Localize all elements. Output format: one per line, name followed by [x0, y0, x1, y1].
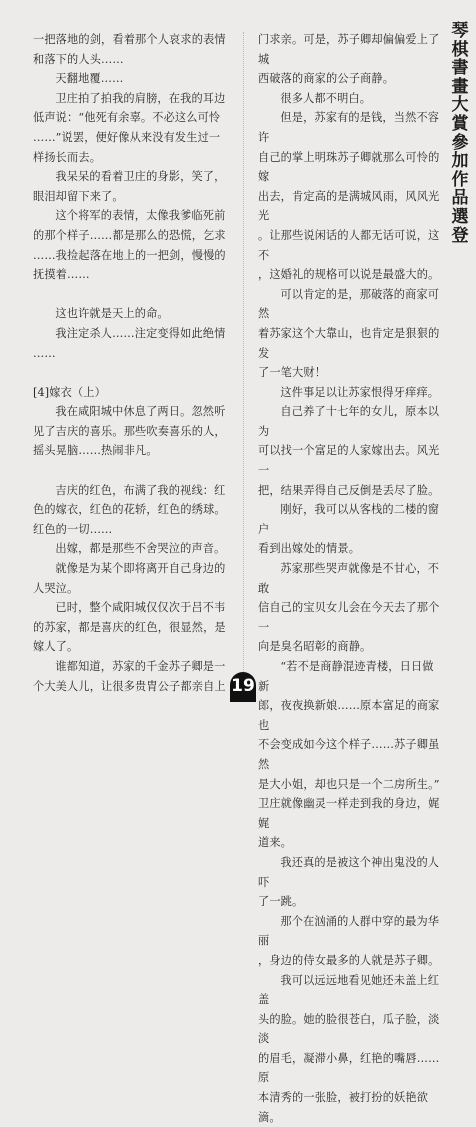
text-line: “若不是商静混迹青楼，日日做新: [258, 660, 434, 693]
text-line: 很多人都不明白。: [280, 91, 372, 105]
text-line: 信自己的宝贝女儿会在今天去了那个一: [258, 601, 440, 634]
text-line: 可以肯定的是，那破落的商家可然: [258, 287, 440, 321]
text-line: 刚好，我可以从客栈的二楼的窗户: [258, 503, 440, 536]
text-line: 我注定杀人……注定变得如此绝情: [55, 326, 226, 340]
text-line: 。让那些说闲话的人都无话可说，这不: [258, 228, 440, 262]
text-line: 可以找一个富足的人家嫁出去。风光一: [258, 444, 440, 478]
text-line: 我呆呆的看着卫庄的身影，笑了，: [55, 170, 226, 184]
text-line: 低声说：“他死有余辜。不必这么可怜: [33, 111, 221, 125]
text-line: [33, 285, 228, 305]
text-line: 天翻地覆……: [55, 72, 124, 86]
text-line: ……”说罢，便好像从来没有发生过一: [33, 130, 221, 144]
text-line: 已时，整个咸阳城仅仅次于吕不韦: [55, 601, 226, 615]
section-title-char: 棋: [451, 39, 469, 60]
text-line: 郎，夜夜换新娘……原本富足的商家也: [258, 699, 440, 732]
vertical-section-title: [448, 22, 472, 245]
text-line: 卫庄就像幽灵一样走到我的身边，娓娓: [258, 797, 440, 830]
section-title-char: 品: [451, 188, 469, 209]
text-line: ……我捡起落在地上的一把剑，慢慢的: [33, 248, 226, 262]
text-line: 向是臭名昭彰的商静。: [258, 640, 372, 654]
text-line: 把，结果弄得自己反倒是丢尽了脸。: [258, 483, 440, 497]
text-line: 的眉毛，凝滞小鼻，红艳的嘴唇……原: [258, 1051, 440, 1085]
text-line: 但是，苏家有的是钱，当然不容许: [258, 111, 440, 144]
section-title-char: 加: [451, 151, 469, 172]
text-line: 看到出嫁处的情景。: [258, 542, 361, 556]
text-line: ，这婚礼的规格可以说是最盛大的。: [258, 268, 440, 282]
page-number-badge: [230, 672, 256, 698]
text-line: 西破落的商家的公子商静。: [258, 72, 395, 86]
text-line: 自己养了十七年的女儿，原本以为: [258, 405, 440, 438]
text-line: 头的脸。她的脸很苍白，瓜子脸，淡淡: [258, 1012, 440, 1046]
text-line: 苏家那些哭声就像是不甘心，不敢: [258, 562, 440, 595]
text-line: 这也许就是天上的命。: [55, 307, 169, 321]
section-title-char: 畫: [451, 76, 469, 97]
text-line: 着苏家这个大靠山，也肯定是狠狠的发: [258, 326, 440, 360]
text-line: 个大美人儿，让很多贵胄公子都亲自上: [33, 679, 226, 693]
text-line: 嫁人了。: [33, 640, 79, 654]
text-line: 是大小姐，却也只是一个二房所生。”: [258, 777, 440, 791]
section-title-char: 登: [451, 225, 469, 246]
text-line: 出去，肯定高的是满城风雨，风风光光: [258, 189, 440, 223]
text-line: 道来。: [258, 836, 293, 850]
section-title-char: 琴: [451, 21, 469, 41]
text-line: 人哭泣。: [33, 581, 79, 595]
column-divider: [243, 32, 244, 672]
text-line: 不会变成如今这个样子……苏子卿虽然: [258, 738, 440, 771]
text-line: 自己的掌上明珠苏子卿就那么可怜的嫁: [258, 150, 440, 184]
section-title-char: 賞: [451, 113, 469, 134]
section-title-char: 參: [451, 132, 469, 153]
text-line: [4]嫁衣（上）: [33, 385, 106, 399]
section-title-char: 選: [451, 206, 469, 227]
text-line: 样扬长而去。: [33, 150, 102, 164]
text-line: 谁都知道，苏家的千金苏子卿是一: [55, 660, 226, 673]
text-line: ……: [33, 346, 56, 360]
text-line: 出嫁，都是那些不舍哭泣的声音。: [55, 542, 226, 556]
text-line: 吉庆的红色，布满了我的视线：红: [55, 483, 226, 497]
text-line: 我还真的是被这个神出鬼没的人吓: [258, 855, 440, 889]
text-line: 的苏家，都是喜庆的红色，很显然，是: [33, 620, 226, 634]
text-line: 这个将军的表情，太像我爹临死前: [55, 209, 226, 223]
section-title-char: 大: [451, 95, 469, 116]
text-line: 一把落地的剑，看着那个人哀求的表情: [33, 33, 226, 46]
text-line: 了一跳。: [258, 895, 304, 909]
text-line: 眼泪却留下来了。: [33, 189, 124, 203]
text-line: 就像是为某个即将离开自己身边的: [55, 562, 226, 576]
text-line: 那个在汹涌的人群中穿的最为华丽: [258, 914, 440, 948]
text-line: 我可以远远地看见她还未盖上红盖: [258, 973, 440, 1007]
text-line: 这件事足以让苏家恨得牙痒痒。: [280, 385, 440, 399]
text-line: 本清秀的一张脸，被打扮的妖艳欲滴。: [258, 1091, 429, 1124]
section-title-char: 作: [451, 169, 469, 190]
text-line: 我在咸阳城中休息了两日。忽然听: [55, 405, 226, 419]
text-line: 见了吉庆的喜乐。那些吹奏喜乐的人，: [33, 424, 226, 438]
text-line: 抚摸着……: [33, 268, 90, 282]
page-number: 19: [231, 676, 255, 696]
left-text-column: [33, 30, 228, 696]
right-text-column: [258, 30, 444, 1127]
text-line: [33, 461, 228, 481]
text-line: 摇头晃脑……热闹非凡。: [33, 444, 158, 458]
text-line: 的那个样子……都是那么的恐慌，乞求: [33, 228, 226, 242]
text-line: 门求亲。可是，苏子卿却偏偏爱上了城: [258, 33, 440, 66]
text-line: 红色的一切……: [33, 522, 113, 536]
section-title-char: 書: [451, 58, 469, 79]
text-line: [33, 363, 228, 383]
text-line: ，身边的侍女最多的人就是苏子卿。: [258, 953, 440, 967]
text-line: 了一笔大财！: [258, 366, 327, 380]
text-line: 卫庄拍了拍我的肩膀，在我的耳边: [55, 91, 226, 105]
text-line: 色的嫁衣，红色的花轿，红色的绣球。: [33, 503, 226, 517]
text-line: 和落下的人头……: [33, 52, 124, 66]
